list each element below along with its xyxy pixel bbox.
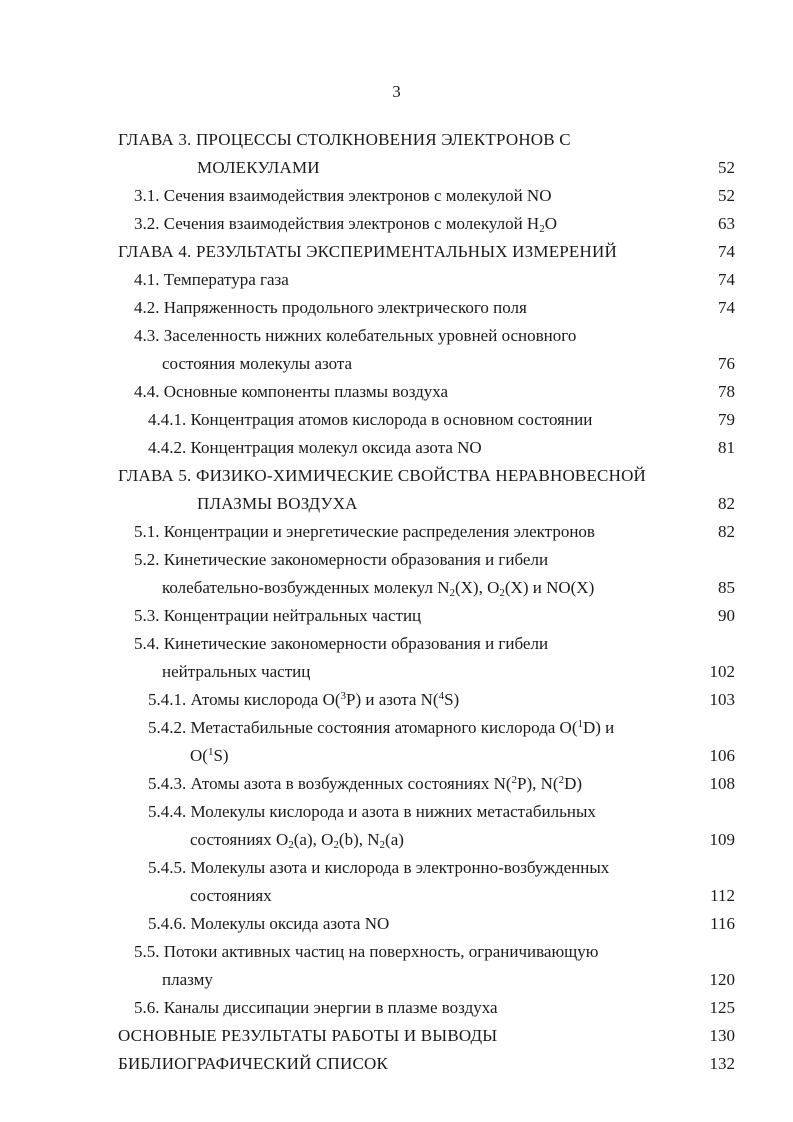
toc-entry-text: ПЛАЗМЫ ВОЗДУХА: [197, 494, 358, 513]
toc-entry-text: 5.4.2. Метастабильные состояния атомарного кислорода O($^1$D) и: [148, 718, 615, 737]
toc-page-number: 74: [718, 242, 735, 261]
toc-section-5-3[interactable]: [0, 602, 793, 630]
toc-subsection-5-4-5[interactable]: [0, 854, 793, 882]
toc-entry-text: O($^1$S): [190, 746, 229, 765]
toc-entry-text: 5.6. Каналы диссипации энергии в плазме воздуха: [134, 998, 498, 1017]
toc-subsection-5-4-2-cont[interactable]: [0, 742, 793, 770]
toc-entry-text: состояниях $O_2(a)$, $O_2(b)$, $N_2(a)$: [190, 830, 404, 851]
toc-entry-text: МОЛЕКУЛАМИ: [197, 158, 320, 177]
toc-entry-text: нейтральных частиц: [162, 662, 311, 681]
toc-section-4-3[interactable]: [0, 322, 793, 350]
toc-entry-text: 3.2. Сечения взаимодействия электронов с молекулой $H_2O$: [134, 214, 557, 235]
toc-section-5-6[interactable]: [0, 994, 793, 1022]
toc-page-number: 103: [709, 690, 735, 709]
toc-subsection-5-4-4-cont[interactable]: [0, 826, 793, 854]
toc-subsection-5-4-4[interactable]: [0, 798, 793, 826]
toc-entry-text: ГЛАВА 4. РЕЗУЛЬТАТЫ ЭКСПЕРИМЕНТАЛЬНЫХ ИЗМЕРЕНИЙ: [118, 242, 617, 261]
toc-section-4-3-cont[interactable]: [0, 350, 793, 378]
toc-page-number: 63: [718, 214, 735, 233]
toc-bibliography[interactable]: [0, 1050, 793, 1078]
toc-page-number: 74: [718, 298, 735, 317]
toc-page-number: 108: [709, 774, 735, 793]
toc-section-4-1[interactable]: [0, 266, 793, 294]
toc-subsection-5-4-6[interactable]: [0, 910, 793, 938]
toc-entry-text: состояниях: [190, 886, 272, 905]
toc-chapter-3-title-cont[interactable]: [0, 154, 793, 182]
toc-entry-text: БИБЛИОГРАФИЧЕСКИЙ СПИСОК: [118, 1054, 389, 1073]
toc-entry-text: ГЛАВА 3. ПРОЦЕССЫ СТОЛКНОВЕНИЯ ЭЛЕКТРОНОВ С: [118, 130, 571, 149]
toc-section-5-4[interactable]: [0, 630, 793, 658]
toc-entry-text: ГЛАВА 5. ФИЗИКО-ХИМИЧЕСКИЕ СВОЙСТВА НЕРАВНОВЕСНОЙ: [118, 466, 647, 485]
toc-page-number: 74: [718, 270, 735, 289]
table-of-contents: [0, 126, 793, 1078]
toc-main-results[interactable]: [0, 1022, 793, 1050]
toc-entry-text: 4.2. Напряженность продольного электрического поля: [134, 298, 527, 317]
toc-page-number: 116: [710, 914, 735, 933]
toc-page-number: 78: [718, 382, 735, 401]
toc-entry-text: 5.4. Кинетические закономерности образования и гибели: [134, 634, 549, 653]
toc-entry-text: 4.3. Заселенность нижних колебательных уровней основного: [134, 326, 577, 345]
toc-section-5-5-cont[interactable]: [0, 966, 793, 994]
toc-entry-text: ОСНОВНЫЕ РЕЗУЛЬТАТЫ РАБОТЫ И ВЫВОДЫ: [118, 1026, 498, 1045]
toc-entry-text: состояния молекулы азота: [162, 354, 353, 373]
toc-entry-text: 5.1. Концентрации и энергетические распределения электронов: [134, 522, 595, 541]
toc-subsection-5-4-2[interactable]: [0, 714, 793, 742]
toc-entry-text: 4.4. Основные компоненты плазмы воздуха: [134, 382, 449, 401]
toc-entry-text: 5.5. Потоки активных частиц на поверхность, ограничивающую: [134, 942, 599, 961]
toc-entry-text: 5.4.3. Атомы азота в возбужденных состояниях N($^2$P), N($^2$D): [148, 774, 583, 793]
toc-page-number: 81: [718, 438, 735, 457]
toc-page-number: 79: [718, 410, 735, 429]
toc-chapter-4[interactable]: [0, 238, 793, 266]
page-number: 3: [392, 82, 401, 101]
toc-entry-text: 5.4.4. Молекулы кислорода и азота в нижних метастабильных: [148, 802, 596, 821]
toc-entry-text: колебательно-возбужденных молекул $N_2(X)$, $O_2(X)$ и NO(X): [162, 578, 595, 599]
toc-section-4-2[interactable]: [0, 294, 793, 322]
toc-subsection-4-4-1[interactable]: [0, 406, 793, 434]
toc-entry-text: 3.1. Сечения взаимодействия электронов с молекулой NO: [134, 186, 552, 205]
toc-page-number: 132: [709, 1054, 735, 1073]
toc-chapter-3-title[interactable]: [0, 126, 793, 154]
toc-entry-text: 5.4.1. Атомы кислорода O($^3$P) и азота N($^4$S): [148, 690, 460, 709]
toc-subsection-5-4-3[interactable]: [0, 770, 793, 798]
toc-section-5-4-cont[interactable]: [0, 658, 793, 686]
toc-page-number: 130: [709, 1026, 735, 1045]
toc-section-3-2[interactable]: [0, 210, 793, 238]
toc-page-number: 52: [718, 186, 735, 205]
toc-entry-text: 4.1. Температура газа: [134, 270, 289, 289]
toc-entry-text: 4.4.1. Концентрация атомов кислорода в основном состоянии: [148, 410, 593, 429]
toc-section-5-5[interactable]: [0, 938, 793, 966]
toc-page-number: 109: [709, 830, 735, 849]
toc-section-3-1[interactable]: [0, 182, 793, 210]
toc-subsection-5-4-5-cont[interactable]: [0, 882, 793, 910]
toc-page-number: 76: [718, 354, 735, 373]
toc-entry-text: 4.4.2. Концентрация молекул оксида азота NO: [148, 438, 482, 457]
toc-page-number: 120: [709, 970, 735, 989]
toc-section-4-4[interactable]: [0, 378, 793, 406]
toc-page-number: 82: [718, 522, 735, 541]
toc-chapter-5-title[interactable]: [0, 462, 793, 490]
toc-chapter-5-title-cont[interactable]: [0, 490, 793, 518]
toc-section-5-2-cont[interactable]: [0, 574, 793, 602]
toc-subsection-4-4-2[interactable]: [0, 434, 793, 462]
toc-entry-text: 5.4.6. Молекулы оксида азота NO: [148, 914, 390, 933]
toc-page-number: 125: [709, 998, 735, 1017]
toc-section-5-2[interactable]: [0, 546, 793, 574]
toc-page-number: 82: [718, 494, 735, 513]
toc-page-number: 90: [718, 606, 735, 625]
toc-page-number: 85: [718, 578, 735, 597]
toc-page-number: 102: [709, 662, 735, 681]
toc-subsection-5-4-1[interactable]: [0, 686, 793, 714]
toc-entry-text: 5.3. Концентрации нейтральных частиц: [134, 606, 422, 625]
toc-page-number: 52: [718, 158, 735, 177]
toc-entry-text: плазму: [162, 970, 213, 989]
toc-page-number: 112: [710, 886, 735, 905]
toc-page-number: 106: [709, 746, 735, 765]
toc-entry-text: 5.2. Кинетические закономерности образования и гибели: [134, 550, 549, 569]
toc-entry-text: 5.4.5. Молекулы азота и кислорода в электронно-возбужденных: [148, 858, 610, 877]
toc-section-5-1[interactable]: [0, 518, 793, 546]
